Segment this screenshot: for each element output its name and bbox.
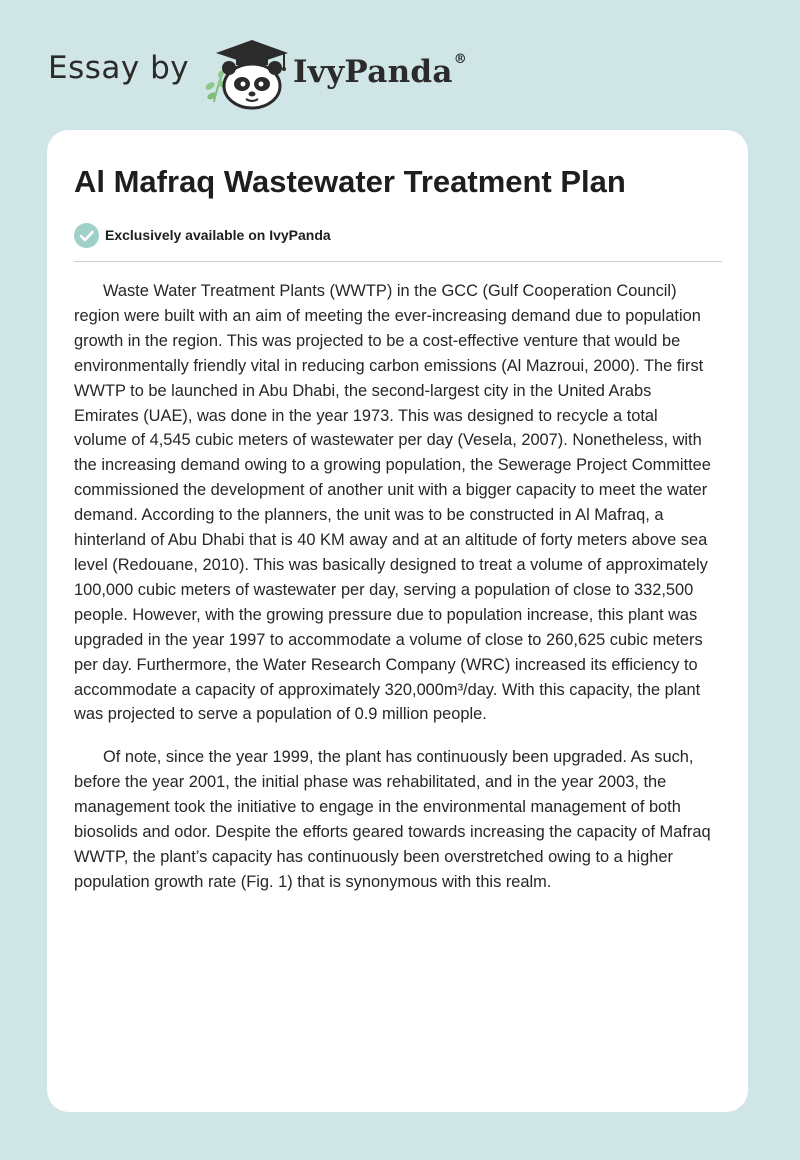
paragraph-1: Waste Water Treatment Plants (WWTP) in the GCC (Gulf Cooperation Council) region were built with an aim of meeting the ever-increasing demand due to population growth in the region. This was projected to be a cost-effective venture that would be environmentally friendly vital in reducing carbon emissions (Al Mazroui, 2000). The first WWTP to be launched in Abu Dhabi, the second-largest city in the United Arabs Emirates (UAE), was done in the year 1973. This was designed to recycle a total volume of 4,545 cubic meters of wastewater per day (Vesela, 2007). Nonetheless, with the increasing demand owing to a growing population, the Sewerage Project Committee commissioned the development of another unit with a bigger capacity to meet the water demand. According to the planners, the unit was to be constructed in Al Mafraq, a hinterland of Abu Dhabi that is 40 KM away and at an altitude of forty meters above sea level (Redouane, 2010). This was basically designed to treat a volume of approximately 100,000 cubic meters of wastewater per day, serving a population of close to 332,500 people. However, with the growing pressure due to population increase, this plant was upgraded in the year 1997 to accommodate a volume of close to 260,625 cubic meters per day. Furthermore, the Water Research Company (WRC) increased its efficiency to accommodate a capacity of approximately 320,000m³/day. With this capacity, the plant was projected to serve a population of 0.9 million people. <box>74 282 711 724</box>
essay-body <box>74 279 724 913</box>
exclusive-badge-label: Exclusively available on IvyPanda <box>105 227 331 243</box>
essay-card <box>47 130 748 1112</box>
check-circle-icon <box>74 223 99 248</box>
brand-text: IvyPanda <box>293 54 453 90</box>
brand-name[interactable] <box>293 54 467 90</box>
exclusive-badge <box>74 222 331 248</box>
paragraph-2: Of note, since the year 1999, the plant has continuously been upgraded. As such, before the year 2001, the initial phase was rehabilitated, and in the year 2003, the management took the initiative to engage in the environmental management of both biosolids and odor. Despite the efforts geared towards increasing the capacity of Mafraq WWTP, the plant’s capacity has continuously been overstretched owing to a higher population growth rate (Fig. 1) that is synonymous with this realm. <box>74 748 711 891</box>
page-title: Al Mafraq Wastewater Treatment Plan <box>74 164 626 199</box>
site-header <box>0 0 800 130</box>
essay-by-label: Essay by <box>48 50 190 86</box>
title-divider <box>74 261 722 262</box>
panda-logo-icon[interactable] <box>200 36 296 110</box>
registered-mark: ® <box>453 52 468 67</box>
